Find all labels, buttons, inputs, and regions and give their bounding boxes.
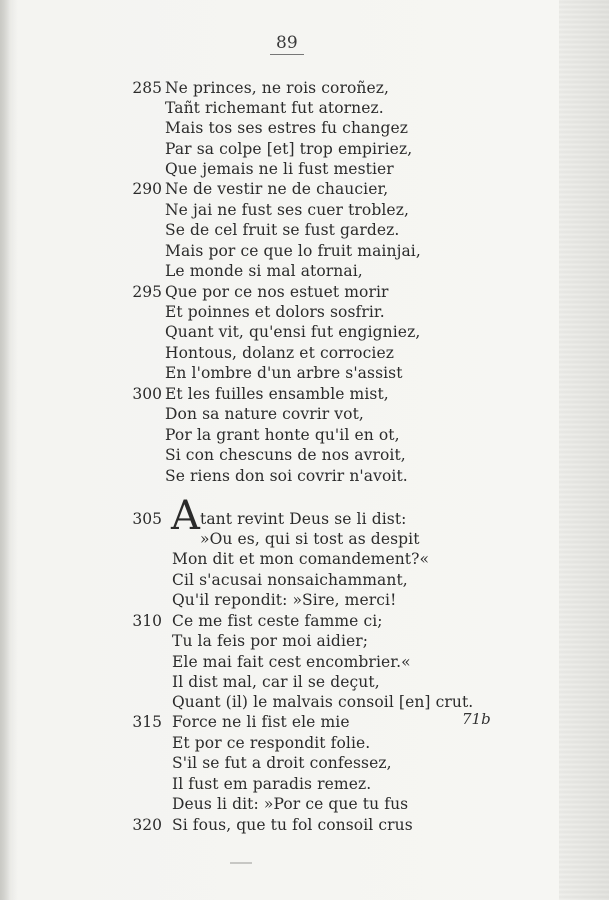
verse-line: Tañt richemant fut atornez. bbox=[165, 99, 384, 117]
line-number: 305 bbox=[132, 510, 162, 528]
line-number: 310 bbox=[132, 612, 162, 630]
line-number: 320 bbox=[132, 816, 162, 834]
verse-line: Il fust em paradis remez. bbox=[172, 775, 372, 793]
verse-line: Por la grant honte qu'il en ot, bbox=[165, 426, 400, 444]
verse-line: »Ou es, qui si tost as despit bbox=[200, 530, 420, 548]
verse-line: Qu'il repondit: »Sire, merci! bbox=[172, 591, 397, 609]
verse-line: Ce me fist ceste famme ci; bbox=[172, 612, 383, 630]
verse-line: S'il se fut a droit confessez, bbox=[172, 754, 392, 772]
line-number: 295 bbox=[132, 283, 162, 301]
line-number: 290 bbox=[132, 180, 162, 198]
verse-line: Don sa nature covrir vot, bbox=[165, 405, 364, 423]
verse-line: Tu la feis por moi aidier; bbox=[172, 632, 369, 650]
verse-line: En l'ombre d'un arbre s'assist bbox=[165, 364, 403, 382]
verse-line: Se de cel fruit se fust gardez. bbox=[165, 221, 400, 239]
verse-line: Mais tos ses estres fu changez bbox=[165, 119, 409, 137]
verse-line: Force ne li fist ele mie bbox=[172, 713, 350, 731]
page-left-edge bbox=[0, 0, 10, 900]
verse-line: Se riens don soi covrir n'avoit. bbox=[165, 467, 408, 485]
verse-line: Ne princes, ne rois coroñez, bbox=[165, 79, 390, 97]
verse-line: Que jemais ne li fust mestier bbox=[165, 160, 394, 178]
page-right-edge bbox=[559, 0, 609, 900]
verse-line: Et les fuilles ensamble mist, bbox=[165, 385, 389, 403]
line-number: 285 bbox=[132, 79, 162, 97]
verse-line: Ele mai fait cest encombrier.« bbox=[172, 653, 411, 671]
verse-line: Deus li dit: »Por ce que tu fus bbox=[172, 795, 409, 813]
verse-line: Le monde si mal atornai, bbox=[165, 262, 363, 280]
verse-line: Mais por ce que lo fruit mainjai, bbox=[165, 242, 421, 260]
verse-line: Hontous, dolanz et corrociez bbox=[165, 344, 394, 362]
verse-line: Si fous, que tu fol consoil crus bbox=[172, 816, 413, 834]
verse-line: Que por ce nos estuet morir bbox=[165, 283, 389, 301]
verse-line: Quant (il) le malvais consoil [en] crut. bbox=[172, 693, 474, 711]
line-number: 300 bbox=[132, 385, 162, 403]
drop-cap-initial: A bbox=[171, 493, 200, 539]
page-number: 89 bbox=[270, 33, 304, 55]
verse-line: Si con chescuns de nos avroit, bbox=[165, 446, 406, 464]
verse-line: Cil s'acusai nonsaichammant, bbox=[172, 571, 408, 589]
verse-line: Par sa colpe [et] trop empiriez, bbox=[165, 140, 413, 158]
margin-folio-note: 71b bbox=[462, 710, 491, 728]
verse-line: tant revint Deus se li dist: bbox=[200, 510, 407, 528]
line-number: 315 bbox=[132, 713, 162, 731]
verse-line: Quant vit, qu'ensi fut engigniez, bbox=[165, 323, 421, 341]
verse-line: Et poinnes et dolors sosfrir. bbox=[165, 303, 385, 321]
verse-line: Ne de vestir ne de chaucier, bbox=[165, 180, 389, 198]
verse-line: Et por ce respondit folie. bbox=[172, 734, 371, 752]
verse-line: Ne jai ne fust ses cuer troblez, bbox=[165, 201, 410, 219]
verse-line: Il dist mal, car il se deçut, bbox=[172, 673, 380, 691]
verse-line: Mon dit et mon comandement?« bbox=[172, 550, 430, 568]
ink-smudge bbox=[230, 862, 252, 864]
